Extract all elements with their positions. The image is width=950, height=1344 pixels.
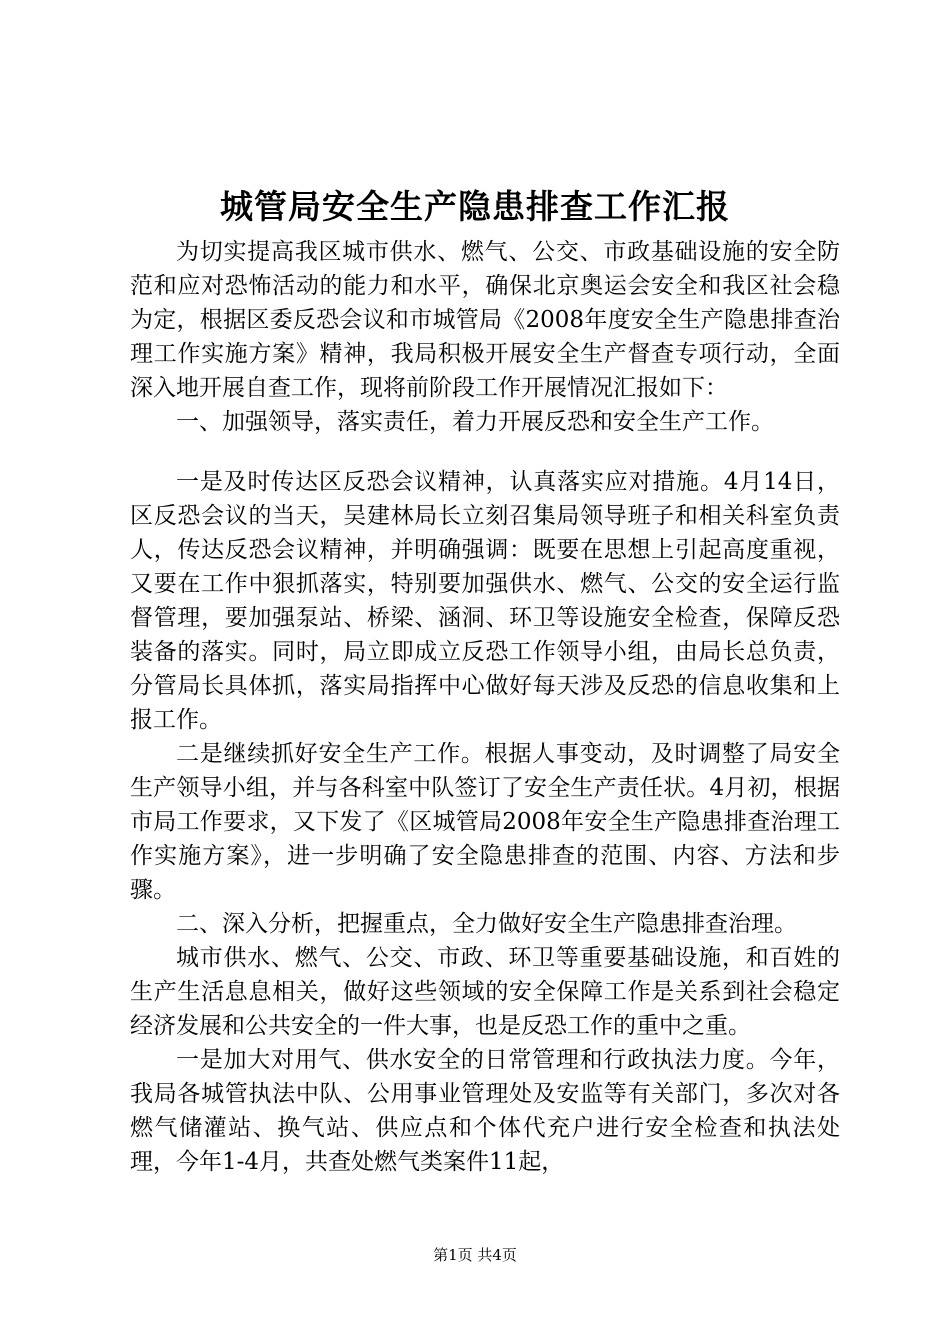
blank-line: [130, 439, 840, 465]
section-heading-2: 二、深入分析，把握重点，全力做好安全生产隐患排查治理。: [176, 911, 797, 937]
document-title: 城管局安全生产隐患排查工作汇报: [220, 187, 730, 226]
page-number-footer: 第1页 共4页: [433, 1246, 517, 1264]
paragraph-1-1: 一是及时传达区反恐会议精神，认真落实应对措施。4月14日，区反恐会议的当天，吴建林局长立刻召集局领导班子和相关科室负责人，传达反恐会议精神，并明确强调：既要在思想上引起高度重视，又要在工作中狠抓落实，特别要加强供水、燃气、公交的安全运行监督管理，要加强泵站、桥梁、涵洞、环卫等设施安全检查，保障反恐装备的落实。同时，局立即成立反恐工作领导小组，由局长总负责，分管局长具体抓，落实局指挥中心做好每天涉及反恐的信息收集和上报工作。: [130, 469, 840, 733]
paragraph-intro: 为切实提高我区城市供水、燃气、公交、市政基础设施的安全防范和应对恐怖活动的能力和水平，确保北京奥运会安全和我区社会稳为定，根据区委反恐会议和市城管局《2008年度安全生产隐患排查治理工作实施方案》精神，我局积极开展安全生产督查专项行动，全面深入地开展自查工作，现将前阶段工作开展情况汇报如下：: [130, 239, 840, 401]
paragraph-2-intro: 城市供水、燃气、公交、市政、环卫等重要基础设施，和百姓的生产生活息息相关，做好这些领域的安全保障工作是关系到社会稳定经济发展和公共安全的一件大事，也是反恐工作的重中之重。: [130, 945, 840, 1039]
document-body: [130, 235, 840, 1179]
section-heading-1: 一、加强领导，落实责任，着力开展反恐和安全生产工作。: [176, 409, 774, 435]
paragraph-2-1: 一是加大对用气、供水安全的日常管理和行政执法力度。今年，我局各城管执法中队、公用事业管理处及安监等有关部门，多次对各燃气储灌站、换气站、供应点和个体代充户进行安全检查和执法处理，今年1-4月，共查处燃气类案件11起，: [130, 1047, 840, 1175]
paragraph-1-2: 二是继续抓好安全生产工作。根据人事变动，及时调整了局安全生产领导小组，并与各科室中队签订了安全生产责任状。4月初，根据市局工作要求，又下发了《区城管局2008年安全生产隐患排查治理工作实施方案》，进一步明确了安全隐患排查的范围、内容、方法和步骤。: [130, 741, 840, 903]
